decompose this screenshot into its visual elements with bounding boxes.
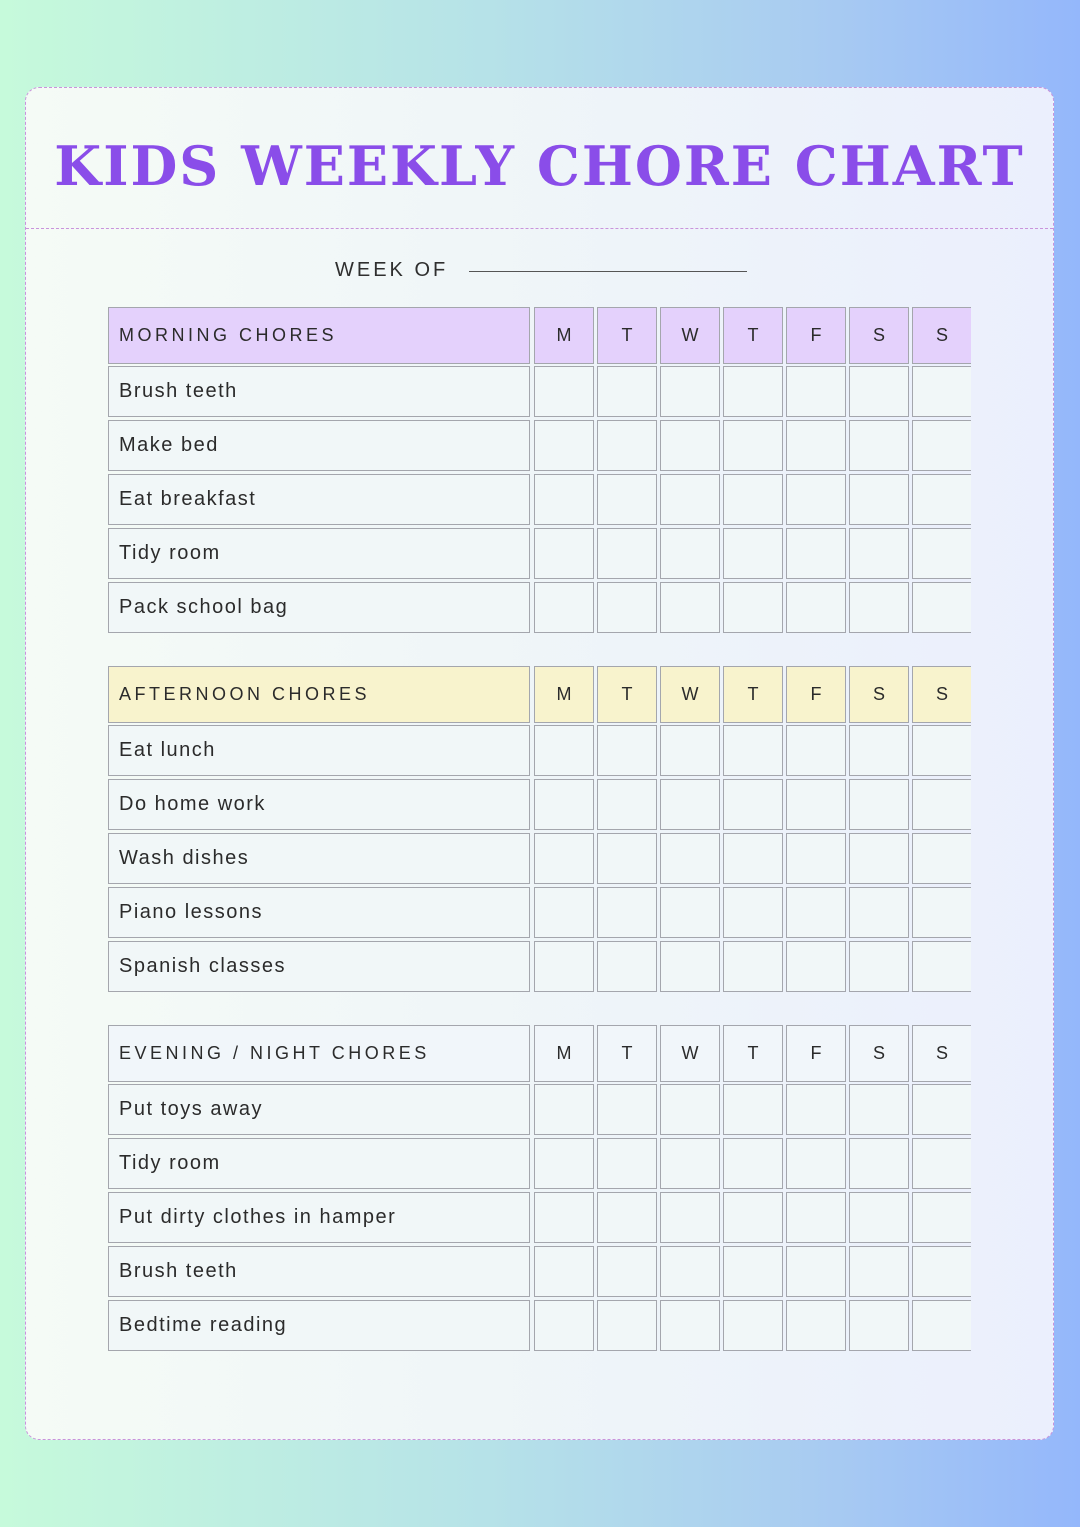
checkbox-cell[interactable] <box>660 833 720 884</box>
checkbox-cell[interactable] <box>723 420 783 471</box>
chore-label: Put dirty clothes in hamper <box>108 1192 530 1243</box>
chore-label: Spanish classes <box>108 941 530 992</box>
checkbox-cell[interactable] <box>723 725 783 776</box>
chore-row <box>108 833 971 887</box>
checkbox-cell[interactable] <box>723 582 783 633</box>
checkbox-cell[interactable] <box>723 474 783 525</box>
section-header-row <box>108 666 971 725</box>
section-header-label: AFTERNOON CHORES <box>108 666 530 723</box>
checkbox-cell[interactable] <box>912 779 971 830</box>
day-header-5: S <box>849 1025 909 1082</box>
checkbox-cell[interactable] <box>597 528 657 579</box>
day-header-2: W <box>660 666 720 723</box>
checkbox-cell[interactable] <box>786 941 846 992</box>
checkbox-cell[interactable] <box>786 1192 846 1243</box>
chore-label: Tidy room <box>108 528 530 579</box>
day-header-0: M <box>534 666 594 723</box>
checkbox-cell[interactable] <box>849 420 909 471</box>
checkbox-cell[interactable] <box>597 474 657 525</box>
chore-label: Eat breakfast <box>108 474 530 525</box>
checkbox-cell[interactable] <box>786 887 846 938</box>
checkbox-cell[interactable] <box>849 528 909 579</box>
checkbox-cell[interactable] <box>723 528 783 579</box>
title-divider <box>26 228 1053 229</box>
checkbox-cell[interactable] <box>912 833 971 884</box>
chore-row <box>108 779 971 833</box>
chore-label: Put toys away <box>108 1084 530 1135</box>
checkbox-cell[interactable] <box>786 474 846 525</box>
checkbox-cell[interactable] <box>534 941 594 992</box>
checkbox-cell[interactable] <box>660 1084 720 1135</box>
checkbox-cell[interactable] <box>723 1084 783 1135</box>
checkbox-cell[interactable] <box>849 725 909 776</box>
checkbox-cell[interactable] <box>660 420 720 471</box>
checkbox-cell[interactable] <box>660 474 720 525</box>
checkbox-cell[interactable] <box>534 420 594 471</box>
day-header-5: S <box>849 307 909 364</box>
checkbox-cell[interactable] <box>849 474 909 525</box>
chore-row <box>108 725 971 779</box>
checkbox-cell[interactable] <box>723 887 783 938</box>
checkbox-cell[interactable] <box>912 941 971 992</box>
section-header-row <box>108 307 971 366</box>
day-header-6: S <box>912 307 971 364</box>
checkbox-cell[interactable] <box>597 366 657 417</box>
checkbox-cell[interactable] <box>912 725 971 776</box>
checkbox-cell[interactable] <box>912 1300 971 1351</box>
checkbox-cell[interactable] <box>534 528 594 579</box>
chore-label: Piano lessons <box>108 887 530 938</box>
checkbox-cell[interactable] <box>723 779 783 830</box>
checkbox-cell[interactable] <box>597 833 657 884</box>
chore-row <box>108 1138 971 1192</box>
checkbox-cell[interactable] <box>660 1300 720 1351</box>
checkbox-cell[interactable] <box>849 941 909 992</box>
chore-label: Pack school bag <box>108 582 530 633</box>
chore-row <box>108 941 971 995</box>
checkbox-cell[interactable] <box>723 1192 783 1243</box>
checkbox-cell[interactable] <box>534 1138 594 1189</box>
chore-label: Make bed <box>108 420 530 471</box>
checkbox-cell[interactable] <box>849 1246 909 1297</box>
checkbox-cell[interactable] <box>849 1084 909 1135</box>
checkbox-cell[interactable] <box>912 366 971 417</box>
checkbox-cell[interactable] <box>534 1192 594 1243</box>
checkbox-cell[interactable] <box>597 887 657 938</box>
checkbox-cell[interactable] <box>597 1300 657 1351</box>
checkbox-cell[interactable] <box>534 1084 594 1135</box>
day-header-3: T <box>723 666 783 723</box>
checkbox-cell[interactable] <box>912 1138 971 1189</box>
checkbox-cell[interactable] <box>597 1138 657 1189</box>
checkbox-cell[interactable] <box>534 1246 594 1297</box>
checkbox-cell[interactable] <box>660 941 720 992</box>
day-header-0: M <box>534 307 594 364</box>
section-header-label: EVENING / NIGHT CHORES <box>108 1025 530 1082</box>
afternoon-chores-section <box>108 666 971 995</box>
week-of-field[interactable] <box>469 271 747 272</box>
chore-row <box>108 1246 971 1300</box>
checkbox-cell[interactable] <box>912 528 971 579</box>
checkbox-cell[interactable] <box>597 582 657 633</box>
day-header-5: S <box>849 666 909 723</box>
day-header-4: F <box>786 666 846 723</box>
day-header-1: T <box>597 666 657 723</box>
chore-label: Tidy room <box>108 1138 530 1189</box>
chore-label: Wash dishes <box>108 833 530 884</box>
checkbox-cell[interactable] <box>660 1246 720 1297</box>
chore-chart-card <box>25 87 1054 1440</box>
chore-row <box>108 887 971 941</box>
checkbox-cell[interactable] <box>597 420 657 471</box>
checkbox-cell[interactable] <box>597 941 657 992</box>
checkbox-cell[interactable] <box>723 1300 783 1351</box>
chore-row <box>108 1192 971 1246</box>
checkbox-cell[interactable] <box>660 366 720 417</box>
checkbox-cell[interactable] <box>534 779 594 830</box>
checkbox-cell[interactable] <box>534 366 594 417</box>
chore-label: Bedtime reading <box>108 1300 530 1351</box>
checkbox-cell[interactable] <box>849 582 909 633</box>
morning-chores-section <box>108 307 971 636</box>
checkbox-cell[interactable] <box>849 1300 909 1351</box>
checkbox-cell[interactable] <box>849 1192 909 1243</box>
checkbox-cell[interactable] <box>597 1246 657 1297</box>
checkbox-cell[interactable] <box>534 725 594 776</box>
checkbox-cell[interactable] <box>723 833 783 884</box>
evening-chores-section <box>108 1025 971 1354</box>
chore-row <box>108 366 971 420</box>
checkbox-cell[interactable] <box>786 420 846 471</box>
checkbox-cell[interactable] <box>534 887 594 938</box>
chore-label: Do home work <box>108 779 530 830</box>
checkbox-cell[interactable] <box>660 1138 720 1189</box>
chore-row <box>108 582 971 636</box>
checkbox-cell[interactable] <box>723 941 783 992</box>
checkbox-cell[interactable] <box>912 887 971 938</box>
checkbox-cell[interactable] <box>849 779 909 830</box>
day-header-6: S <box>912 666 971 723</box>
day-header-4: F <box>786 1025 846 1082</box>
checkbox-cell[interactable] <box>786 528 846 579</box>
checkbox-cell[interactable] <box>912 1084 971 1135</box>
checkbox-cell[interactable] <box>912 420 971 471</box>
checkbox-cell[interactable] <box>660 725 720 776</box>
chore-label: Eat lunch <box>108 725 530 776</box>
checkbox-cell[interactable] <box>786 1300 846 1351</box>
checkbox-cell[interactable] <box>786 366 846 417</box>
chore-row <box>108 420 971 474</box>
checkbox-cell[interactable] <box>660 528 720 579</box>
checkbox-cell[interactable] <box>786 779 846 830</box>
day-header-3: T <box>723 307 783 364</box>
chore-label: Brush teeth <box>108 366 530 417</box>
day-header-3: T <box>723 1025 783 1082</box>
checkbox-cell[interactable] <box>660 582 720 633</box>
checkbox-cell[interactable] <box>597 1192 657 1243</box>
day-header-1: T <box>597 1025 657 1082</box>
checkbox-cell[interactable] <box>849 833 909 884</box>
checkbox-cell[interactable] <box>597 1084 657 1135</box>
day-header-0: M <box>534 1025 594 1082</box>
day-header-2: W <box>660 1025 720 1082</box>
checkbox-cell[interactable] <box>723 1138 783 1189</box>
checkbox-cell[interactable] <box>534 1300 594 1351</box>
checkbox-cell[interactable] <box>534 833 594 884</box>
checkbox-cell[interactable] <box>660 887 720 938</box>
checkbox-cell[interactable] <box>912 474 971 525</box>
section-header-label: MORNING CHORES <box>108 307 530 364</box>
chore-row <box>108 1300 971 1354</box>
day-header-4: F <box>786 307 846 364</box>
checkbox-cell[interactable] <box>786 725 846 776</box>
chore-row <box>108 474 971 528</box>
checkbox-cell[interactable] <box>849 366 909 417</box>
checkbox-cell[interactable] <box>534 474 594 525</box>
day-header-6: S <box>912 1025 971 1082</box>
checkbox-cell[interactable] <box>786 1084 846 1135</box>
week-of-label: WEEK OF <box>335 259 449 281</box>
checkbox-cell[interactable] <box>912 1192 971 1243</box>
checkbox-cell[interactable] <box>786 1138 846 1189</box>
checkbox-cell[interactable] <box>660 1192 720 1243</box>
checkbox-cell[interactable] <box>723 1246 783 1297</box>
checkbox-cell[interactable] <box>660 779 720 830</box>
chore-row <box>108 528 971 582</box>
chart-title: KIDS WEEKLY CHORE CHART <box>54 134 1025 198</box>
checkbox-cell[interactable] <box>597 725 657 776</box>
day-header-2: W <box>660 307 720 364</box>
day-header-1: T <box>597 307 657 364</box>
section-header-row <box>108 1025 971 1084</box>
checkbox-cell[interactable] <box>912 1246 971 1297</box>
checkbox-cell[interactable] <box>849 1138 909 1189</box>
checkbox-cell[interactable] <box>912 582 971 633</box>
checkbox-cell[interactable] <box>786 582 846 633</box>
checkbox-cell[interactable] <box>849 887 909 938</box>
checkbox-cell[interactable] <box>597 779 657 830</box>
checkbox-cell[interactable] <box>786 833 846 884</box>
checkbox-cell[interactable] <box>786 1246 846 1297</box>
chore-label: Brush teeth <box>108 1246 530 1297</box>
checkbox-cell[interactable] <box>534 582 594 633</box>
chore-row <box>108 1084 971 1138</box>
checkbox-cell[interactable] <box>723 366 783 417</box>
